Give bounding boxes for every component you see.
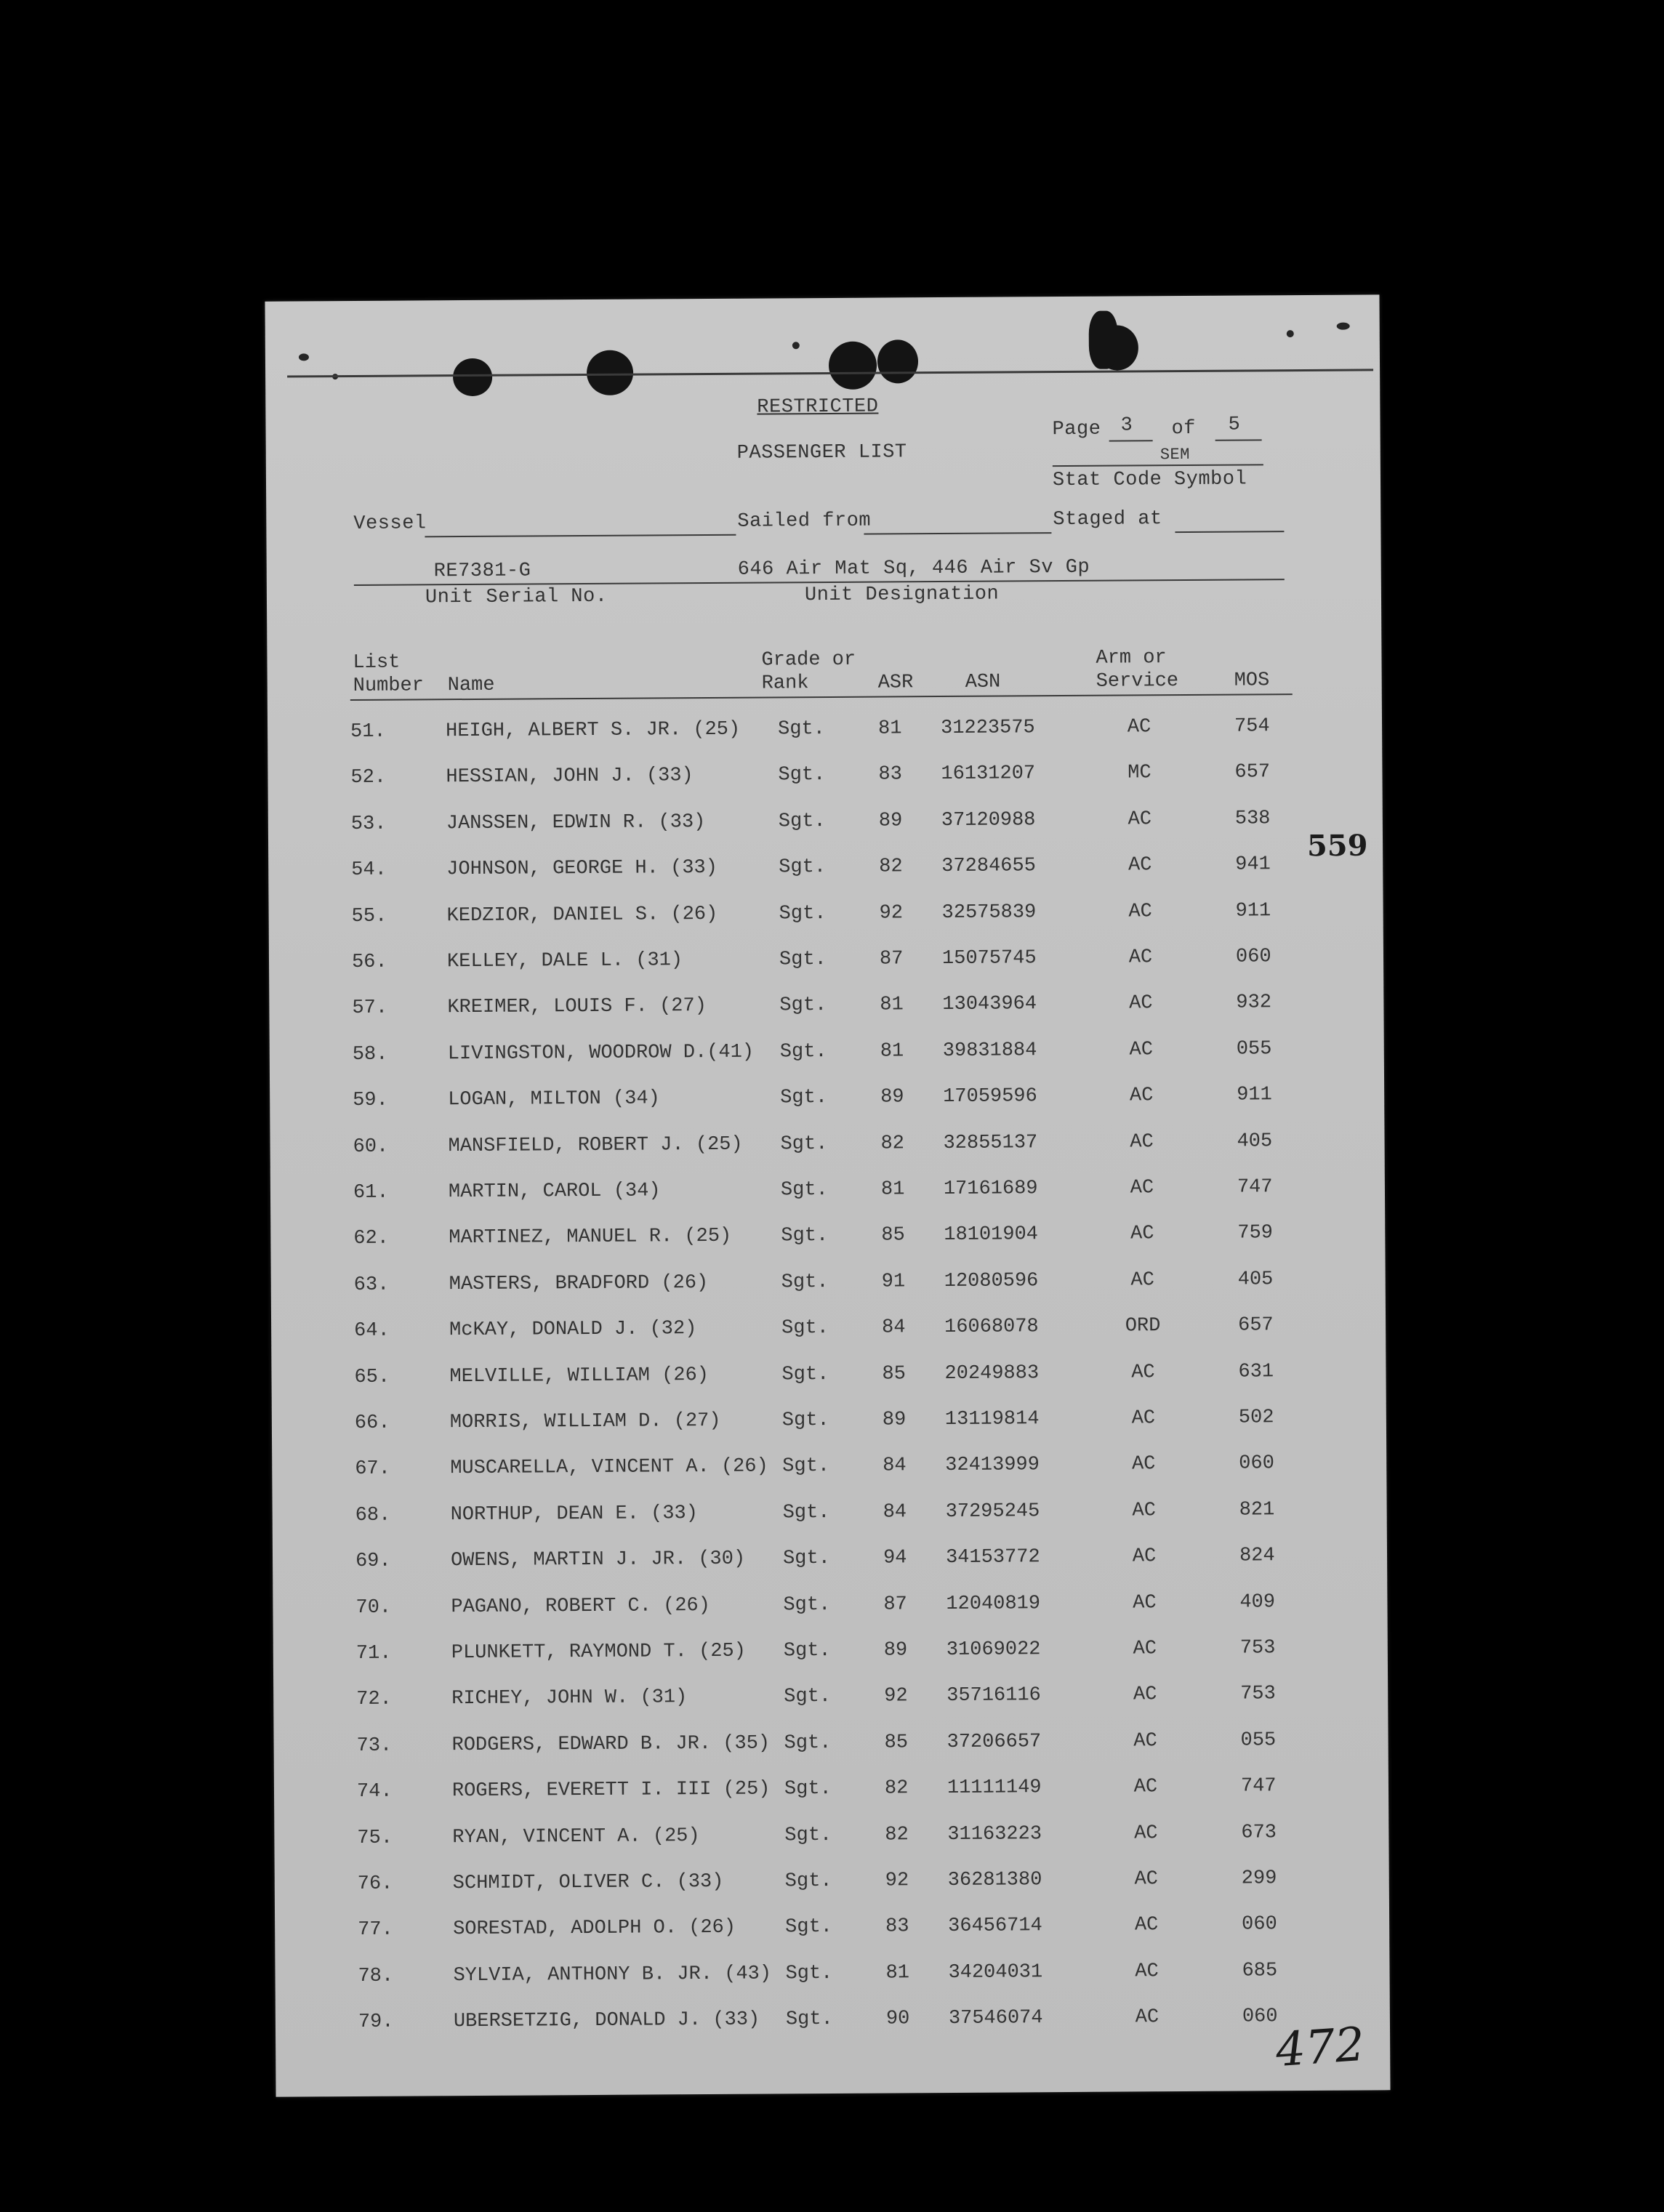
staged-at-label: Staged at <box>1053 508 1162 531</box>
row-arm-service: AC <box>1129 1039 1154 1061</box>
row-grade: Sgt. <box>779 856 827 879</box>
unit-serial-value: RE7381-G <box>433 560 531 583</box>
row-grade: Sgt. <box>779 994 827 1017</box>
row-mos: 941 <box>1235 853 1271 876</box>
table-row <box>274 1729 1388 1781</box>
row-asn: 15075745 <box>941 947 1037 970</box>
table-row <box>273 1636 1388 1689</box>
row-asn: 37284655 <box>941 855 1036 878</box>
row-arm-service: AC <box>1132 1500 1156 1522</box>
row-asn: 31223575 <box>940 717 1035 740</box>
row-list-number: 57. <box>352 997 388 1020</box>
row-list-number: 68. <box>355 1504 391 1527</box>
row-arm-service: AC <box>1128 808 1152 831</box>
row-grade: Sgt. <box>785 1916 833 1939</box>
row-grade: Sgt. <box>780 1087 828 1109</box>
row-asn: 37206657 <box>946 1731 1042 1753</box>
row-list-number: 55. <box>351 905 387 928</box>
row-asn: 32855137 <box>943 1131 1038 1154</box>
col-header-mos: MOS <box>1234 669 1270 692</box>
table-row <box>275 1867 1389 1919</box>
row-mos: 405 <box>1237 1268 1274 1291</box>
punch-hole <box>453 358 492 396</box>
row-list-number: 58. <box>352 1043 388 1066</box>
row-asn: 36281380 <box>947 1869 1042 1892</box>
row-arm-service: AC <box>1128 946 1153 969</box>
row-name: LIVINGSTON, WOODROW D.(41) <box>447 1041 755 1065</box>
row-name: JANSSEN, EDWIN R. (33) <box>446 811 706 834</box>
row-mos: 673 <box>1241 1821 1277 1844</box>
table-row <box>269 945 1383 997</box>
row-asr: 82 <box>884 1777 909 1800</box>
unit-serial-label: Unit Serial No. <box>425 585 608 609</box>
row-asr: 85 <box>882 1362 906 1385</box>
row-name: JOHNSON, GEORGE H. (33) <box>446 857 718 881</box>
row-grade: Sgt. <box>784 1686 832 1708</box>
row-arm-service: AC <box>1130 1223 1154 1245</box>
row-grade: Sgt. <box>781 1225 829 1247</box>
row-list-number: 75. <box>357 1827 393 1849</box>
row-asn: 20249883 <box>944 1362 1040 1385</box>
row-mos: 754 <box>1234 715 1270 738</box>
vessel-label: Vessel <box>353 512 427 535</box>
row-name: ROGERS, EVERETT I. III (25) <box>451 1778 771 1803</box>
row-asn: 17059596 <box>943 1085 1037 1109</box>
row-list-number: 53. <box>350 813 387 835</box>
row-asn: 34204031 <box>948 1961 1043 1984</box>
row-list-number: 59. <box>353 1089 388 1112</box>
row-asn: 16068078 <box>944 1316 1039 1339</box>
row-asn: 37546074 <box>948 2007 1043 2030</box>
row-name: KREIMER, LOUIS F. (27) <box>447 995 707 1019</box>
table-row <box>274 1774 1388 1827</box>
row-name: PAGANO, ROBERT C. (26) <box>451 1594 711 1618</box>
row-name: SYLVIA, ANTHONY B. JR. (43) <box>453 1963 772 1987</box>
row-mos: 747 <box>1240 1775 1277 1798</box>
table-row <box>270 1037 1384 1090</box>
row-asr: 81 <box>880 1178 905 1201</box>
row-mos: 657 <box>1234 761 1271 784</box>
row-asr: 84 <box>883 1455 907 1477</box>
row-asn: 34153772 <box>945 1546 1040 1569</box>
row-arm-service: AC <box>1131 1407 1156 1430</box>
row-arm-service: AC <box>1129 992 1153 1015</box>
row-name: MASTERS, BRADFORD (26) <box>449 1271 709 1295</box>
row-mos: 657 <box>1238 1314 1274 1337</box>
row-arm-service: AC <box>1129 1085 1154 1107</box>
of-label: of <box>1171 417 1197 441</box>
row-arm-service: AC <box>1127 716 1151 739</box>
row-name: RICHEY, JOHN W. (31) <box>451 1686 688 1710</box>
row-grade: Sgt. <box>781 1363 829 1385</box>
row-asr: 91 <box>881 1271 906 1293</box>
stat-code-line <box>1053 464 1263 467</box>
row-asn: 17161689 <box>943 1178 1038 1201</box>
row-asn: 13043964 <box>942 993 1037 1016</box>
row-list-number: 71. <box>355 1642 392 1665</box>
row-mos: 060 <box>1235 946 1271 968</box>
row-asr: 94 <box>883 1547 907 1569</box>
row-asn: 37120988 <box>941 809 1036 832</box>
table-row <box>271 1268 1386 1320</box>
row-list-number: 52. <box>350 767 387 789</box>
row-asr: 81 <box>880 994 904 1016</box>
row-asn: 18101904 <box>944 1223 1039 1247</box>
row-mos: 055 <box>1240 1729 1277 1752</box>
stat-code-value: SEM <box>1159 445 1190 464</box>
paper-speck <box>1337 323 1350 330</box>
paper-speck <box>792 342 800 349</box>
row-asn: 32575839 <box>941 901 1037 924</box>
row-grade: Sgt. <box>784 1870 832 1893</box>
row-arm-service: AC <box>1130 1269 1155 1292</box>
row-grade: Sgt. <box>781 1271 829 1294</box>
row-asn: 13119814 <box>944 1408 1040 1431</box>
punch-hole <box>1089 311 1118 369</box>
row-asr: 87 <box>879 948 904 970</box>
table-row <box>273 1590 1387 1643</box>
table-row <box>276 2005 1390 2057</box>
row-mos: 932 <box>1236 992 1272 1014</box>
col-header-arm: Arm or Service <box>1096 647 1179 693</box>
row-list-number: 64. <box>354 1319 390 1343</box>
row-name: RYAN, VINCENT A. (25) <box>452 1825 700 1849</box>
row-asr: 92 <box>879 901 904 925</box>
row-arm-service: AC <box>1133 1684 1157 1706</box>
stat-code-label: Stat Code Symbol <box>1052 468 1247 492</box>
row-list-number: 69. <box>355 1550 391 1573</box>
row-name: HESSIAN, JOHN J. (33) <box>446 765 694 789</box>
row-grade: Sgt. <box>779 1040 827 1063</box>
stamp-number: 559 <box>1306 828 1368 864</box>
row-name: NORTHUP, DEAN E. (33) <box>450 1502 699 1526</box>
table-row <box>275 1959 1389 2011</box>
row-mos: 055 <box>1236 1038 1272 1061</box>
row-arm-service: AC <box>1134 1914 1159 1936</box>
row-mos: 685 <box>1242 1960 1278 1982</box>
row-arm-service: AC <box>1133 1591 1157 1614</box>
row-arm-service: AC <box>1133 1776 1158 1798</box>
row-asn: 31069022 <box>946 1638 1041 1662</box>
row-list-number: 54. <box>351 858 387 882</box>
row-list-number: 77. <box>358 1919 393 1942</box>
table-row <box>269 992 1383 1044</box>
row-grade: Sgt. <box>783 1593 831 1616</box>
page-total-line <box>1215 439 1262 441</box>
row-arm-service: AC <box>1132 1545 1157 1568</box>
row-mos: 502 <box>1238 1407 1274 1429</box>
row-grade: Sgt. <box>783 1639 831 1662</box>
row-asr: 82 <box>880 1132 905 1155</box>
row-list-number: 70. <box>355 1596 392 1619</box>
table-row <box>271 1314 1386 1367</box>
row-mos: 538 <box>1234 808 1271 830</box>
row-grade: Sgt. <box>784 1778 832 1801</box>
row-arm-service: AC <box>1133 1638 1157 1660</box>
row-arm-service: AC <box>1133 1730 1157 1753</box>
table-row <box>270 1175 1385 1228</box>
row-asr: 84 <box>883 1501 907 1524</box>
row-asn: 35716116 <box>946 1684 1041 1708</box>
table-row <box>273 1544 1387 1596</box>
row-list-number: 60. <box>353 1135 389 1158</box>
row-name: LOGAN, MILTON (34) <box>448 1087 660 1111</box>
row-list-number: 72. <box>356 1689 392 1711</box>
row-name: MELVILLE, WILLIAM (26) <box>449 1364 710 1388</box>
row-arm-service: AC <box>1131 1453 1156 1476</box>
row-mos: 911 <box>1235 899 1271 922</box>
row-mos: 747 <box>1237 1176 1273 1199</box>
table-row <box>268 761 1382 813</box>
col-header-grade: Grade or Rank <box>761 648 856 695</box>
row-arm-service: AC <box>1128 854 1152 877</box>
row-list-number: 62. <box>353 1228 390 1250</box>
paper-speck <box>299 353 309 361</box>
col-header-asr: ASR <box>877 672 914 694</box>
row-name: MANSFIELD, ROBERT J. (25) <box>448 1133 743 1157</box>
row-asr: 92 <box>885 1870 909 1892</box>
row-arm-service: MC <box>1128 762 1151 784</box>
row-name: MARTIN, CAROL (34) <box>448 1180 661 1204</box>
row-name: MORRIS, WILLIAM D. (27) <box>449 1409 721 1434</box>
row-asr: 81 <box>885 1962 910 1984</box>
row-asr: 84 <box>882 1316 906 1339</box>
row-asr: 81 <box>877 717 902 740</box>
row-grade: Sgt. <box>784 1732 832 1755</box>
row-grade: Sgt. <box>780 1178 828 1202</box>
row-asr: 82 <box>879 856 903 878</box>
row-grade: Sgt. <box>785 2008 833 2031</box>
row-arm-service: ORD <box>1125 1315 1161 1338</box>
row-grade: Sgt. <box>781 1317 829 1340</box>
row-name: PLUNKETT, RAYMOND T. (25) <box>451 1640 746 1665</box>
table-row <box>271 1360 1386 1412</box>
row-asn: 16131207 <box>941 763 1036 786</box>
row-grade: Sgt. <box>782 1455 830 1478</box>
table-row <box>273 1683 1388 1735</box>
staged-at-line <box>1175 531 1284 533</box>
row-asr: 81 <box>880 1040 904 1063</box>
col-header-list-number: List Number <box>353 651 425 697</box>
row-name: RODGERS, EDWARD B. JR. (35) <box>451 1732 771 1756</box>
paper-speck <box>1287 330 1294 337</box>
unit-designation-value: 646 Air Mat Sq, 446 Air Sv Gp <box>737 556 1090 581</box>
vessel-line <box>425 534 736 538</box>
row-name: MARTINEZ, MANUEL R. (25) <box>449 1226 732 1250</box>
table-row <box>272 1452 1386 1505</box>
row-list-number: 74. <box>356 1780 393 1803</box>
page-label: Page <box>1052 418 1101 441</box>
page-number: 3 <box>1120 414 1133 437</box>
sailed-from-line <box>864 532 1051 535</box>
row-name: MUSCARELLA, VINCENT A. (26) <box>450 1455 768 1480</box>
row-grade: Sgt. <box>781 1409 829 1432</box>
row-asn: 37295245 <box>945 1500 1040 1523</box>
page-total: 5 <box>1228 414 1241 436</box>
row-asr: 90 <box>885 2008 910 2030</box>
row-asr: 82 <box>885 1823 909 1846</box>
row-asr: 89 <box>883 1639 908 1662</box>
row-mos: 821 <box>1239 1499 1275 1521</box>
row-name: KELLEY, DALE L. (31) <box>446 949 683 973</box>
row-mos: 299 <box>1241 1867 1277 1890</box>
row-list-number: 73. <box>356 1734 393 1757</box>
row-grade: Sgt. <box>777 718 825 741</box>
row-mos: 824 <box>1239 1545 1275 1567</box>
row-arm-service: AC <box>1130 1130 1154 1154</box>
document-title: PASSENGER LIST <box>736 441 907 464</box>
sailed-from-label: Sailed from <box>737 510 872 533</box>
table-row <box>272 1406 1386 1458</box>
row-asr: 89 <box>880 1086 904 1109</box>
table-row <box>273 1498 1387 1551</box>
unit-designation-label: Unit Designation <box>804 583 1000 607</box>
row-asr: 89 <box>882 1409 907 1431</box>
row-name: UBERSETZIG, DONALD J. (33) <box>453 2008 760 2033</box>
row-grade: Sgt. <box>780 1133 828 1155</box>
row-grade: Sgt. <box>782 1548 830 1570</box>
table-row <box>268 853 1383 906</box>
row-grade: Sgt. <box>779 902 827 925</box>
row-name: SORESTAD, ADOLPH O. (26) <box>453 1917 736 1941</box>
row-grade: Sgt. <box>782 1501 830 1524</box>
table-row <box>270 1130 1384 1182</box>
row-asn: 36456714 <box>948 1915 1042 1938</box>
row-arm-service: AC <box>1130 1177 1154 1199</box>
row-mos: 060 <box>1239 1452 1274 1475</box>
row-asn: 31163223 <box>947 1822 1042 1846</box>
row-mos: 060 <box>1242 2006 1278 2028</box>
table-row <box>275 1913 1389 1966</box>
punch-hole <box>829 342 877 390</box>
row-asr: 83 <box>878 763 902 786</box>
row-mos: 911 <box>1237 1084 1272 1106</box>
row-grade: Sgt. <box>778 764 826 787</box>
row-list-number: 67. <box>355 1458 390 1481</box>
classification-marking: RESTRICTED <box>757 395 879 419</box>
punch-hole <box>877 339 918 383</box>
row-name: SCHMIDT, OLIVER C. (33) <box>452 1870 724 1895</box>
row-name: OWENS, MARTIN J. JR. (30) <box>450 1548 746 1572</box>
col-header-name: Name <box>447 674 495 697</box>
row-mos: 060 <box>1242 1913 1277 1936</box>
table-row <box>269 899 1383 952</box>
row-name: McKAY, DONALD J. (32) <box>449 1318 697 1342</box>
row-asr: 89 <box>878 810 903 832</box>
row-arm-service: AC <box>1134 1868 1159 1891</box>
table-row <box>270 1222 1385 1274</box>
row-mos: 631 <box>1238 1360 1274 1383</box>
row-grade: Sgt. <box>779 949 827 971</box>
row-list-number: 78. <box>358 1965 394 1987</box>
passenger-table <box>268 715 1390 2066</box>
row-list-number: 51. <box>350 720 386 743</box>
page-number-line <box>1109 440 1153 441</box>
row-list-number: 65. <box>354 1366 390 1388</box>
table-row <box>274 1821 1388 1873</box>
row-list-number: 56. <box>351 951 387 973</box>
row-arm-service: AC <box>1128 900 1152 923</box>
handwritten-number: 472 <box>1274 2017 1367 2078</box>
row-asn: 11111149 <box>946 1777 1042 1800</box>
row-grade: Sgt. <box>778 810 826 833</box>
row-asn: 32413999 <box>945 1454 1040 1477</box>
table-row <box>270 1084 1384 1136</box>
row-asr: 87 <box>883 1593 907 1616</box>
row-mos: 759 <box>1237 1222 1274 1244</box>
row-mos: 409 <box>1239 1590 1276 1614</box>
row-asn: 12080596 <box>944 1270 1039 1292</box>
row-mos: 753 <box>1240 1683 1276 1705</box>
row-name: KEDZIOR, DANIEL S. (26) <box>446 903 718 927</box>
row-list-number: 66. <box>354 1412 390 1434</box>
row-asn: 12040819 <box>946 1592 1041 1615</box>
row-asr: 92 <box>884 1685 908 1708</box>
row-grade: Sgt. <box>784 1824 832 1846</box>
row-asn: 39831884 <box>942 1039 1037 1062</box>
row-mos: 405 <box>1237 1130 1273 1153</box>
table-row <box>268 715 1382 767</box>
row-list-number: 63. <box>353 1274 390 1296</box>
row-asr: 83 <box>885 1915 909 1938</box>
row-asr: 85 <box>884 1732 909 1754</box>
row-list-number: 61. <box>353 1181 389 1204</box>
row-asr: 85 <box>881 1224 905 1247</box>
passenger-list-sheet <box>265 294 1390 2096</box>
row-arm-service: AC <box>1131 1361 1155 1384</box>
row-arm-service: AC <box>1134 1822 1158 1845</box>
col-header-asn: ASN <box>965 671 1001 693</box>
row-name: HEIGH, ALBERT S. JR. (25) <box>445 718 741 743</box>
row-list-number: 76. <box>357 1873 393 1895</box>
row-arm-service: AC <box>1135 2006 1159 2029</box>
table-row <box>268 807 1383 859</box>
row-arm-service: AC <box>1135 1960 1159 1983</box>
row-mos: 753 <box>1239 1637 1276 1660</box>
row-grade: Sgt. <box>785 1962 833 1985</box>
row-list-number: 79. <box>358 2011 394 2034</box>
